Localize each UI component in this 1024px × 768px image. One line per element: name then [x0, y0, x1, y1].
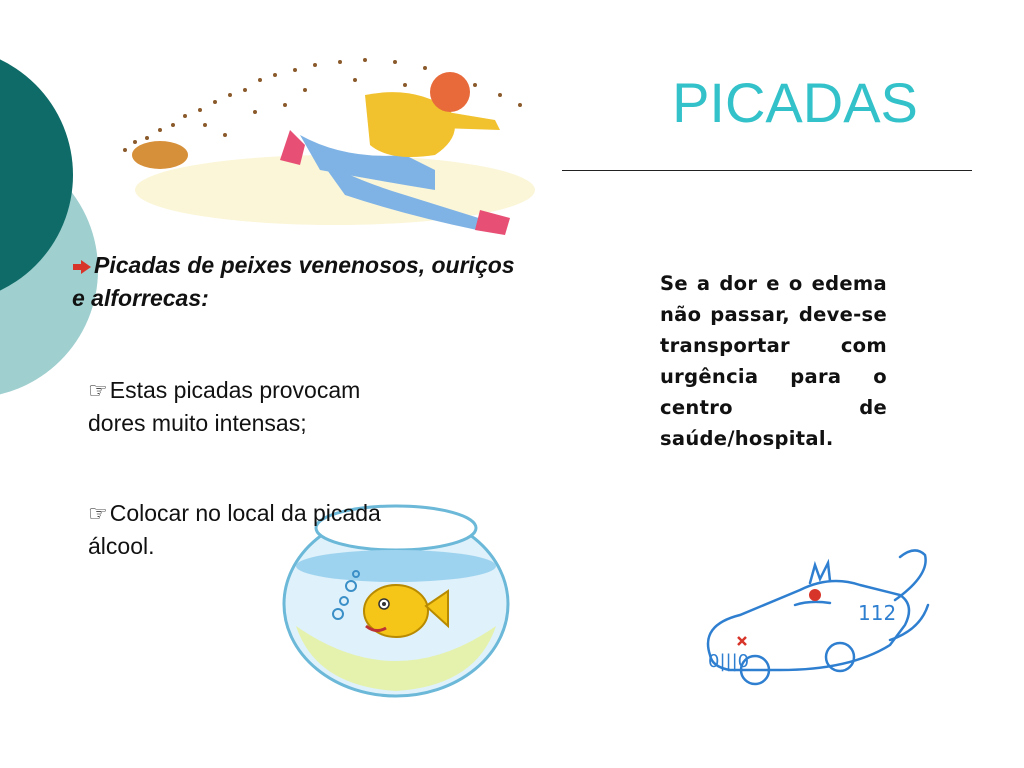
- title-underline: [562, 170, 972, 171]
- ambulance-number: 112: [858, 601, 897, 625]
- section-heading-text: Picadas de peixes venenosos, ouriços e alforrecas:: [72, 252, 515, 311]
- decorative-circles: [0, 0, 110, 420]
- slide-title: PICADAS: [672, 71, 918, 134]
- ambulance-112-illustration: [690, 545, 935, 695]
- bullet-item: [88, 374, 388, 440]
- advice-paragraph: Se a dor e o edema não passar, deve-se transportar com urgência para o centro de saúde/hospital.: [660, 272, 887, 450]
- pointing-hand-icon: ☞: [88, 378, 108, 403]
- red-arrow-icon: [72, 252, 92, 283]
- bullet-text: Estas picadas provocam dores muito intensas;: [88, 377, 361, 436]
- running-person-bees-illustration: [105, 50, 545, 250]
- bullet-text: Colocar no local da picada álcool.: [88, 500, 381, 559]
- ambulance-side-text: 0|||0: [708, 651, 750, 672]
- bullet-item: [88, 497, 388, 563]
- section-heading: [72, 250, 522, 314]
- pointing-hand-icon: ☞: [88, 501, 108, 526]
